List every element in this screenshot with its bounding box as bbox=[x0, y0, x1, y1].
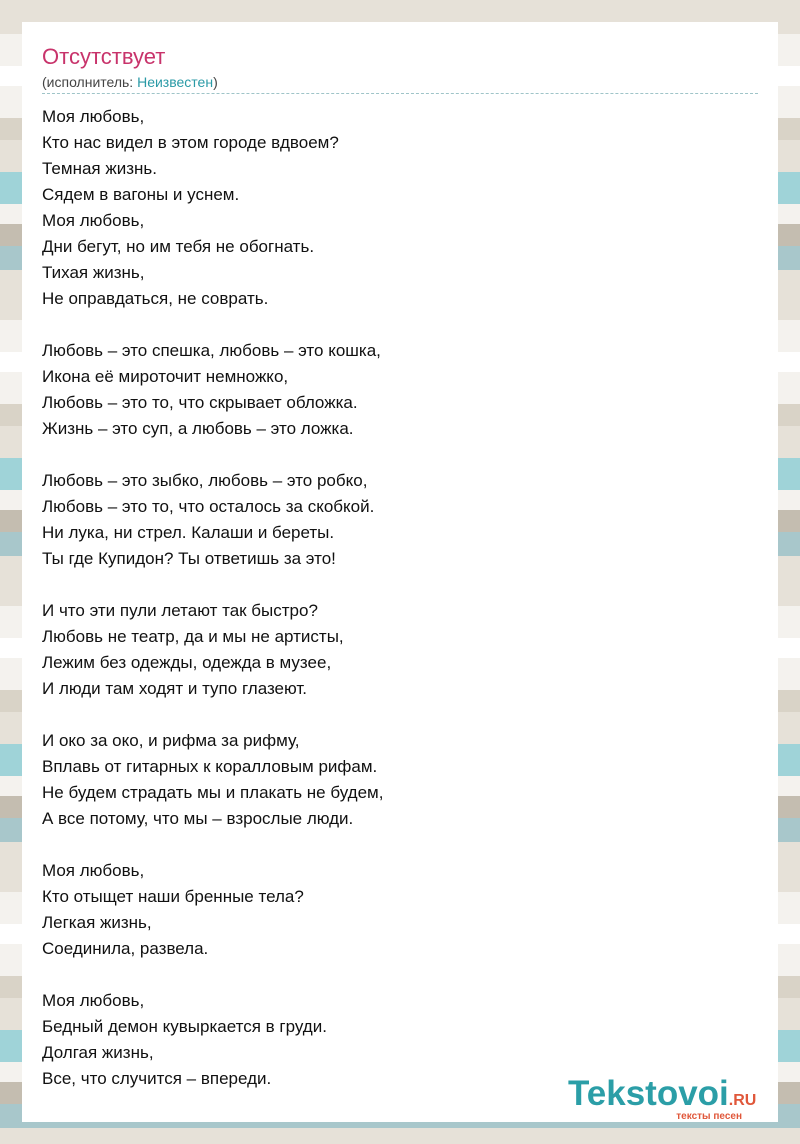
lyric-line: Все, что случится – впереди. bbox=[42, 1069, 272, 1088]
logo-tld: .RU bbox=[728, 1092, 757, 1109]
lyric-line: Бедный демон кувыркается в груди. bbox=[42, 1017, 327, 1036]
lyric-line: Любовь не театр, да и мы не артисты, bbox=[42, 627, 344, 646]
logo-main-text: Tekstovoi bbox=[568, 1074, 729, 1113]
lyric-line: Сядем в вагоны и уснем. bbox=[42, 185, 240, 204]
lyric-line: Легкая жизнь, bbox=[42, 913, 152, 932]
lyric-line: Вплавь от гитарных к коралловым рифам. bbox=[42, 757, 378, 776]
lyric-line: Любовь – это то, что скрывает обложка. bbox=[42, 393, 358, 412]
performer-line bbox=[42, 73, 218, 91]
lyric-line: Икона её мироточит немножко, bbox=[42, 367, 289, 386]
lyric-line: Любовь – это зыбко, любовь – это робко, bbox=[42, 471, 368, 490]
stanza-gap bbox=[42, 312, 758, 338]
lyric-line: Дни бегут, но им тебя не обогнать. bbox=[42, 237, 315, 256]
site-logo[interactable] bbox=[568, 1074, 778, 1124]
lyric-line: И что эти пули летают так быстро? bbox=[42, 601, 318, 620]
lyric-line: Не оправдаться, не соврать. bbox=[42, 289, 269, 308]
lyric-line: Соединила, развела. bbox=[42, 939, 209, 958]
lyric-line: Жизнь – это суп, а любовь – это ложка. bbox=[42, 419, 354, 438]
lyric-line: Тихая жизнь, bbox=[42, 263, 145, 282]
lyric-line: А все потому, что мы – взрослые люди. bbox=[42, 809, 354, 828]
lyric-line: Темная жизнь. bbox=[42, 159, 157, 178]
title-divider bbox=[42, 93, 758, 94]
lyric-line: И око за око, и рифма за рифму, bbox=[42, 731, 300, 750]
lyric-line: И люди там ходят и тупо глазеют. bbox=[42, 679, 308, 698]
stanza-gap bbox=[42, 572, 758, 598]
song-title: Отсутствует bbox=[42, 44, 166, 69]
lyric-line: Моя любовь, bbox=[42, 861, 145, 880]
lyrics-sheet bbox=[22, 22, 778, 1122]
performer-suffix: ) bbox=[213, 74, 218, 90]
lyric-line: Кто нас видел в этом городе вдвоем? bbox=[42, 133, 339, 152]
lyric-line: Моя любовь, bbox=[42, 107, 145, 126]
stanza-gap bbox=[42, 832, 758, 858]
lyric-line: Лежим без одежды, одежда в музее, bbox=[42, 653, 332, 672]
performer-prefix: (исполнитель: bbox=[42, 74, 138, 90]
performer-link[interactable]: Неизвестен bbox=[137, 74, 214, 90]
lyrics-body bbox=[42, 104, 758, 1092]
lyric-line: Не будем страдать мы и плакать не будем, bbox=[42, 783, 384, 802]
stanza-gap bbox=[42, 442, 758, 468]
lyric-line: Кто отыщет наши бренные тела? bbox=[42, 887, 304, 906]
lyric-line: Моя любовь, bbox=[42, 991, 145, 1010]
lyric-line: Ты где Купидон? Ты ответишь за это! bbox=[42, 549, 336, 568]
stanza-gap bbox=[42, 702, 758, 728]
lyric-line: Любовь – это спешка, любовь – это кошка, bbox=[42, 341, 381, 360]
lyric-line: Ни лука, ни стрел. Калаши и береты. bbox=[42, 523, 335, 542]
logo-tagline: тексты песен bbox=[676, 1111, 742, 1122]
lyric-line: Любовь – это то, что осталось за скобкой. bbox=[42, 497, 375, 516]
lyric-line: Долгая жизнь, bbox=[42, 1043, 154, 1062]
stanza-gap bbox=[42, 962, 758, 988]
lyric-line: Моя любовь, bbox=[42, 211, 145, 230]
